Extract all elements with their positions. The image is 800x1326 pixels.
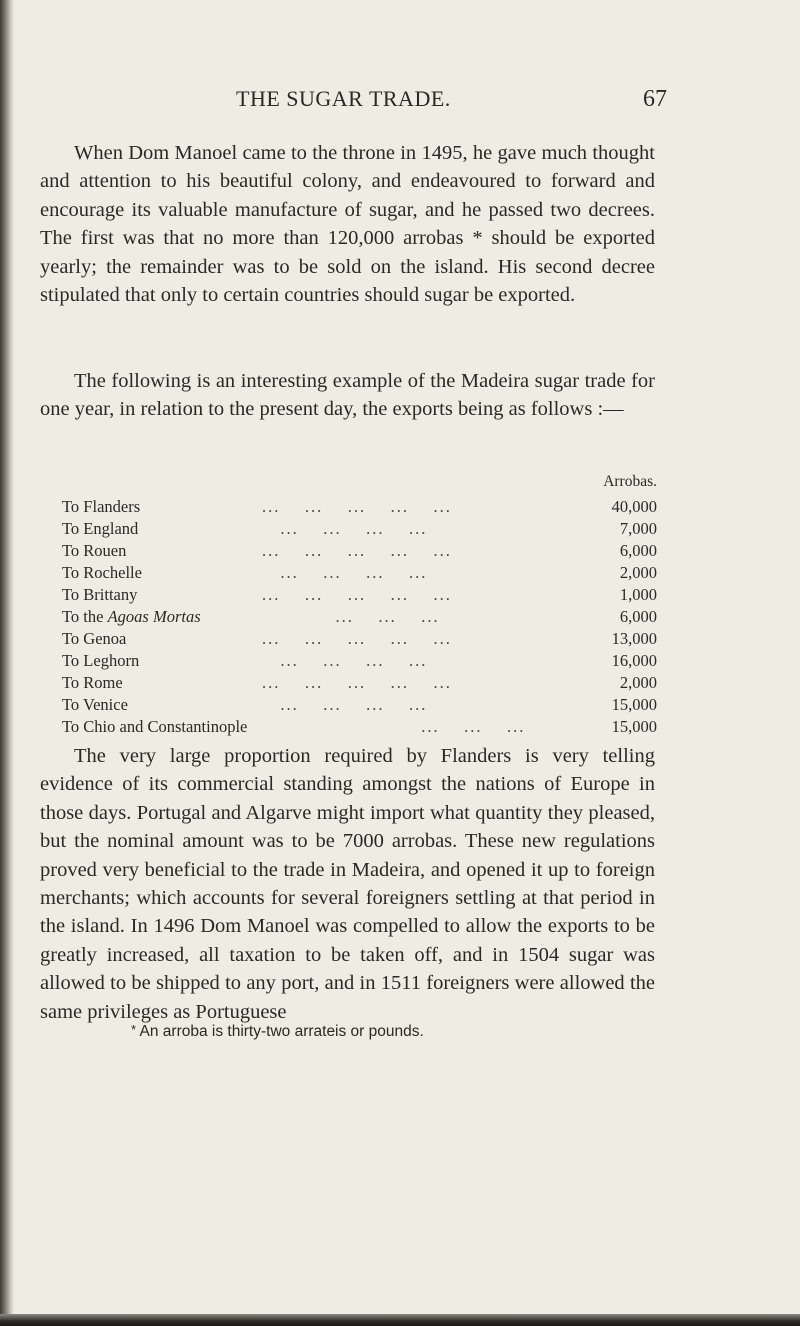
table-row	[62, 519, 657, 542]
destination: To Venice	[62, 695, 128, 714]
table-row	[62, 629, 657, 652]
amount: 1,000	[619, 585, 657, 604]
page-number: 67	[643, 86, 667, 112]
paragraph-flanders-commentary: The very large proportion required by Flanders is very telling evidence of its commercial standing amongst the nations of Europe in those days. Portugal and Algarve might import what quantity they pleased, but the nominal amount was to be 7000 arrobas. These new regulations proved very beneficial to the trade in Madeira, and opened it up to foreign merchants; which accounts for several foreigners settling at that period in the island. In 1496 Dom Manoel was compelled to allow the exports to be greatly increased, all taxation to be taken off, and in 1504 sugar was allowed to be shipped to any port, and in 1511 foreigners were allowed the same privileges as Portuguese	[40, 745, 655, 1023]
running-title: THE SUGAR TRADE.	[236, 86, 451, 111]
destination: To Chio and Constantinople	[62, 717, 248, 736]
amount: 7,000	[619, 519, 657, 538]
amount: 2,000	[619, 673, 657, 692]
amount: 2,000	[619, 563, 657, 582]
amount: 6,000	[619, 607, 657, 626]
destination: To England	[62, 519, 139, 538]
footnote	[131, 1022, 424, 1041]
footnote-text: An arroba is thirty-two arrateis or pounds.	[139, 1023, 424, 1040]
table-row	[62, 497, 657, 520]
footnote-marker: *	[131, 1022, 137, 1037]
leader-dots: ... ... ... ... ...	[262, 629, 452, 648]
export-table-header	[62, 473, 657, 495]
amount: 40,000	[611, 497, 657, 516]
leader-dots: ... ... ... ...	[262, 651, 428, 670]
destination: To Leghorn	[62, 651, 140, 670]
paragraph-dom-manoel-decrees: When Dom Manoel came to the throne in 1495, he gave much thought and attention to his beautiful colony, and endeavoured to forward and encourage its valuable manufacture of sugar, and he passed two decrees. The first was that no more than 120,000 arrobas * should be exported yearly; the remainder was to be sold on the island. His second decree stipulated that only to certain countries should sugar be exported.	[40, 142, 655, 307]
destination: To Rouen	[62, 541, 127, 560]
amount: 15,000	[611, 695, 657, 714]
page-bottom-edge	[0, 1314, 800, 1326]
table-row	[62, 695, 657, 718]
book-binding-edge	[0, 0, 14, 1326]
destination: To the Agoas Mortas	[62, 607, 201, 626]
leader-dots: ... ... ... ... ...	[262, 541, 452, 560]
running-head	[0, 86, 800, 116]
destination: To Genoa	[62, 629, 127, 648]
destination: To Flanders	[62, 497, 141, 516]
table-row	[62, 673, 657, 696]
amount: 6,000	[619, 541, 657, 560]
amount: 15,000	[611, 717, 657, 736]
table-row	[62, 563, 657, 586]
amount: 16,000	[611, 651, 657, 670]
leader-dots: ... ... ... ...	[262, 563, 428, 582]
leader-dots: ... ... ... ... ...	[262, 673, 452, 692]
leader-dots: ... ... ... ...	[262, 695, 428, 714]
paragraph-exports-intro: The following is an interesting example of the Madeira sugar trade for one year, in relation to the present day, the exports being as follows :—	[40, 370, 655, 421]
leader-dots: ... ... ... ... ...	[262, 585, 452, 604]
unit-heading: Arrobas.	[603, 473, 657, 490]
table-row	[62, 541, 657, 564]
leader-dots: ... ... ... ...	[262, 519, 428, 538]
table-row	[62, 607, 657, 630]
table-row	[62, 585, 657, 608]
table-row	[62, 651, 657, 674]
table-row	[62, 717, 657, 740]
leader-dots: ... ... ...	[262, 607, 440, 626]
destination: To Brittany	[62, 585, 138, 604]
destination: To Rochelle	[62, 563, 142, 582]
leader-dots: ... ... ... ... ...	[262, 497, 452, 516]
amount: 13,000	[611, 629, 657, 648]
leader-dots: ... ... ...	[262, 717, 526, 736]
destination: To Rome	[62, 673, 123, 692]
